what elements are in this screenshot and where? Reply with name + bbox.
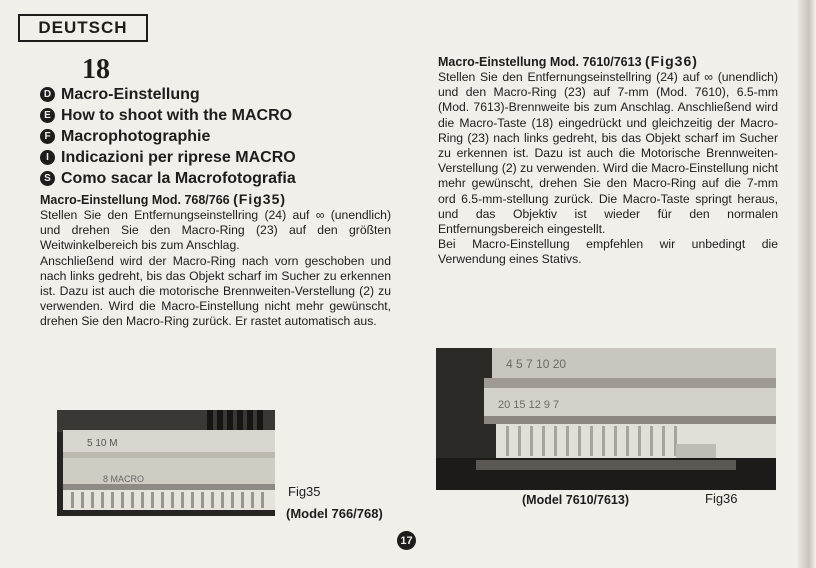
- figure-36-photo: [436, 348, 776, 490]
- language-title-es: [40, 168, 360, 189]
- section-title-text: Macro-Einstellung Mod. 7610/7613: [438, 55, 642, 69]
- language-title: How to shoot with the MACRO: [61, 106, 293, 124]
- language-title-it: [40, 147, 360, 168]
- book-gutter: [798, 0, 816, 568]
- section-title-text: Macro-Einstellung Mod. 768/766: [40, 193, 230, 207]
- section-768-766: [40, 191, 391, 330]
- figure-reference: (Fig36): [645, 53, 698, 69]
- language-badge: I: [40, 150, 55, 165]
- paragraph: Stellen Sie den Entfernungseinstellring (24) auf ∞ (unendlich) und den Macro-Ring (23) auf 7-mm (Mod. 7610), 6.5-mm (Mod. 7613)-Brennweite bis zum Anschlag. Anschließend wird die Macro-Taste (18) eingedrückt und gleichzeitig der Macro-Ring (23) nach links gedreht, bis das Objekt scharf im Sucher zu erkennen ist. Dazu ist auch die Motorische Brennweiten-Verstellung (2) zu verwenden. Wird die Macro-Einstellung nicht mehr gewünscht, drehen Sie den Macro-Ring auf die 7-mm ord 6.5-mm-stellung zurück. Die Macro-Taste springt heraus, und das Objektiv ist wieder für den normalen Entfernungsbereich eingestellt.: [438, 70, 778, 237]
- lens-scale-top-text: 4 5 7 10 20: [506, 357, 567, 371]
- figure-36-label: Fig36: [705, 491, 738, 506]
- figure-35-photo: [57, 410, 275, 516]
- page-number: 18: [82, 54, 110, 85]
- language-title: Indicazioni per riprese MACRO: [61, 148, 296, 166]
- language-badge: F: [40, 129, 55, 144]
- paragraph: Bei Macro-Einstellung empfehlen wir unbedingt die Verwendung eines Stativs.: [438, 237, 778, 267]
- language-title-de: [40, 84, 360, 105]
- macro-ring-text: 8 MACRO: [103, 474, 145, 484]
- lens-scale-text: 5 10 M: [87, 438, 118, 449]
- figure-36-model: (Model 7610/7613): [522, 493, 629, 507]
- language-label: DEUTSCH: [18, 14, 148, 42]
- footer-page-number: 17: [397, 531, 416, 550]
- section-7610-7613: [438, 53, 778, 268]
- paragraph: Stellen Sie den Entfernungseinstellring (24) auf ∞ (unendlich) und drehen Sie den Macro-Ring (23) auf den größten Weitwinkelbereich bis zum Anschlag.: [40, 208, 391, 253]
- language-badge: D: [40, 87, 55, 102]
- section-title: [40, 191, 391, 208]
- language-title: Como sacar la Macrofotografia: [61, 169, 296, 187]
- language-title-list: [40, 84, 360, 189]
- figure-35-model: (Model 766/768): [286, 506, 383, 521]
- language-badge: S: [40, 171, 55, 186]
- language-title: Macro-Einstellung: [61, 85, 200, 103]
- figure-35-label: Fig35: [288, 484, 321, 499]
- section-title: [438, 53, 778, 70]
- language-title-en: [40, 105, 360, 126]
- lens-scale-bottom-text: 20 15 12 9 7: [498, 399, 560, 411]
- language-title: Macrophotographie: [61, 127, 211, 145]
- figure-reference: (Fig35): [233, 191, 287, 207]
- language-badge: E: [40, 108, 55, 123]
- language-title-fr: [40, 126, 360, 147]
- paragraph: Anschließend wird der Macro-Ring nach vorn geschoben und nach links gedreht, bis das Objekt scharf im Sucher zu erkennen ist. Dazu ist auch die motorische Brennweiten-Verstellung (2) zu verwenden. Wird die Macro-Einstellung nicht mehr gewünscht, drehen Sie den Macro-Ring zurück. Er rastet automatisch aus.: [40, 253, 391, 329]
